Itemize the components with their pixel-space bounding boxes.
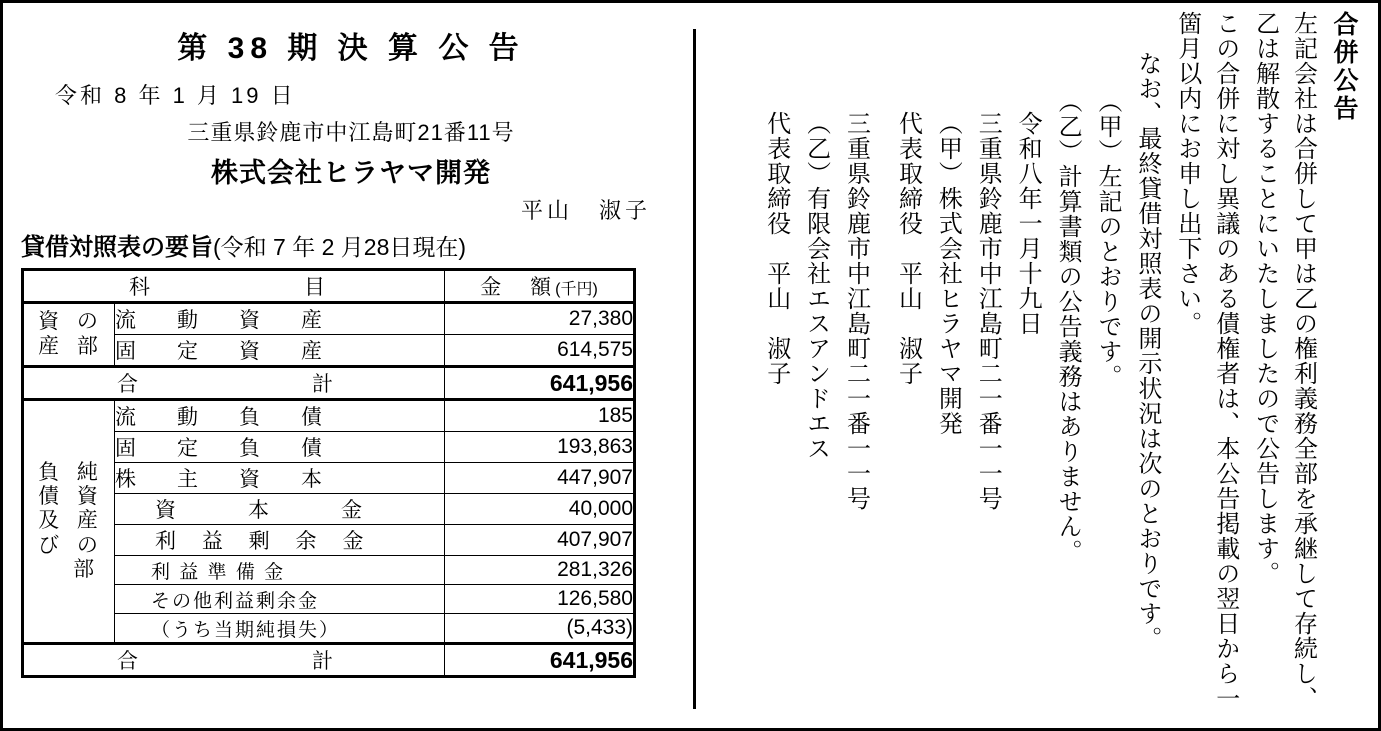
row-item-value: 614,575 <box>445 335 635 367</box>
publication-date: 令和 8 年 1 月 19 日 <box>55 83 296 108</box>
category-assets: 資 の 産 部 <box>23 303 115 367</box>
row-item-label: 流 動 負 債 <box>115 400 445 432</box>
merger-notice-col-6: 令和八年一月十九日 <box>1014 111 1042 336</box>
merger-notice-col-8: （甲）株式会社ヒラヤマ開発 <box>934 111 962 436</box>
balance-sheet-label: 貸借対照表の要旨 <box>21 234 213 261</box>
header-item: 科 目 <box>23 270 445 303</box>
assets-total-value: 641,956 <box>445 367 635 400</box>
merger-notice-col-7: 三重県鈴鹿市中江島町二一番一一号 <box>974 111 1002 511</box>
table-row <box>23 463 635 494</box>
balance-sheet-asof: (令和 7 年 2 月28日現在) <box>213 234 467 260</box>
merger-notice-heading: 合併公告 <box>1330 11 1358 123</box>
row-item-value: 447,907 <box>445 463 635 494</box>
liabilities-total-label: 合 計 <box>23 644 445 677</box>
header-amount-unit: (千円) <box>555 281 598 298</box>
row-item-value: 281,326 <box>445 556 635 585</box>
row-item-value: 40,000 <box>445 494 635 525</box>
header-amount <box>445 270 635 303</box>
balance-sheet-heading <box>21 227 681 262</box>
merger-notice-col-2: この合併に対し異議のある債権者は、本公告掲載の翌日から一箇月以内にお申し出下さい。 <box>1173 11 1239 711</box>
table-row <box>23 303 635 335</box>
row-item-label: （うち当期純損失） <box>115 614 445 644</box>
financial-report-section <box>21 11 681 711</box>
assets-total-label: 合 計 <box>23 367 445 400</box>
merger-notice-col-12: 代表取締役 平山 淑子 <box>762 111 790 386</box>
merger-notice-col-1: 左記会社は合併して甲は乙の権利義務全部を承継して存続し、乙は解散することにいたしましたので公告します。 <box>1251 11 1317 711</box>
liabilities-total-value: 641,956 <box>445 644 635 677</box>
header-amount-text: 金 額 <box>480 276 556 299</box>
row-item-value: 193,863 <box>445 432 635 463</box>
page-title: 第 38 期 決 算 公 告 <box>177 32 525 65</box>
representative-name: 平山 淑子 <box>520 198 651 223</box>
row-item-label: 固 定 負 債 <box>115 432 445 463</box>
table-row <box>23 335 635 367</box>
merger-notice-col-4: （甲）左記のとおりです。 <box>1093 89 1121 389</box>
merger-notice-col-11: （乙）有限会社エスアンドエス <box>802 111 830 461</box>
table-total-row <box>23 367 635 400</box>
row-item-label: 資 本 金 <box>115 494 445 525</box>
category-liabilities-equity: 負 純 債 資 及 産 び の 部 <box>23 400 115 644</box>
row-item-value: 407,907 <box>445 525 635 556</box>
row-item-label: 利 益 剰 余 金 <box>115 525 445 556</box>
table-total-row <box>23 644 635 677</box>
table-row <box>23 614 635 644</box>
merger-notice-col-5: （乙）計算書類の公告義務はありません。 <box>1054 89 1082 564</box>
table-row <box>23 400 635 432</box>
table-header-row <box>23 270 635 303</box>
company-address: 三重県鈴鹿市中江島町21番11号 <box>187 120 515 145</box>
row-item-value: 27,380 <box>445 303 635 335</box>
table-row <box>23 585 635 614</box>
row-item-label: 固 定 資 産 <box>115 335 445 367</box>
table-row <box>23 525 635 556</box>
row-item-label: 利 益 準 備 金 <box>115 556 445 585</box>
row-item-label: その他利益剰余金 <box>115 585 445 614</box>
merger-notice-col-3: なお、最終貸借対照表の開示状況は次のとおりです。 <box>1133 51 1161 651</box>
table-row <box>23 494 635 525</box>
vertical-divider <box>693 29 696 709</box>
row-item-value: 126,580 <box>445 585 635 614</box>
merger-notice-col-10: 三重県鈴鹿市中江島町二一番一一号 <box>842 111 870 511</box>
merger-notice-col-9: 代表取締役 平山 淑子 <box>894 111 922 386</box>
company-name: 株式会社ヒラヤマ開発 <box>211 158 491 188</box>
row-item-label: 株 主 資 本 <box>115 463 445 494</box>
row-item-value: (5,433) <box>445 614 635 644</box>
table-row <box>23 432 635 463</box>
merger-notice-section <box>703 11 1363 721</box>
table-row <box>23 556 635 585</box>
row-item-value: 185 <box>445 400 635 432</box>
balance-sheet-table <box>21 268 636 678</box>
row-item-label: 流 動 資 産 <box>115 303 445 335</box>
